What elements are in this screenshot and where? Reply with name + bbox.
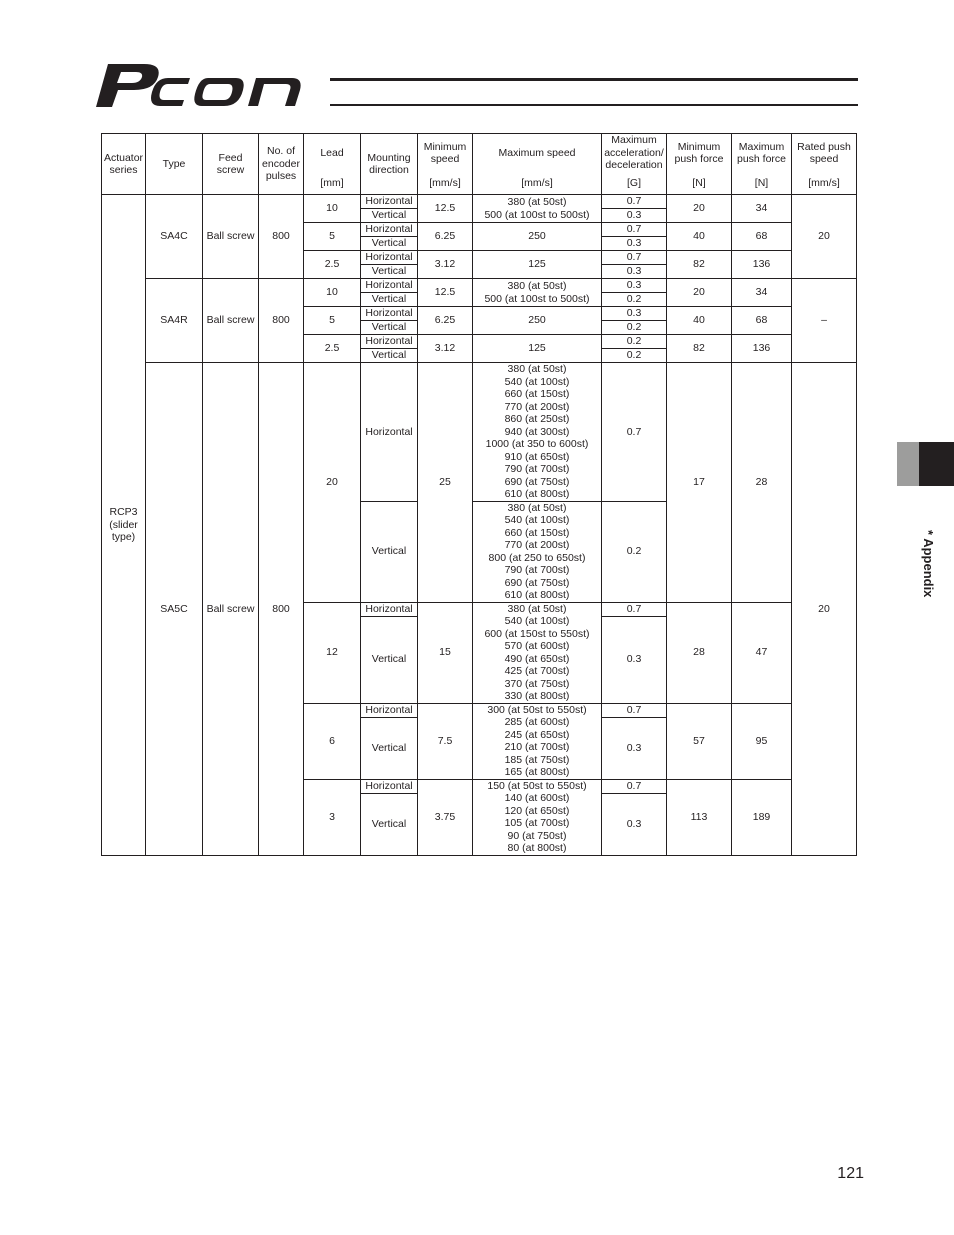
header-encoder-pulses: No. of encoder pulses bbox=[259, 134, 304, 195]
mounting-cell: Horizontal bbox=[361, 307, 418, 321]
max-push-cell: 95 bbox=[732, 703, 792, 779]
min-speed-cell: 6.25 bbox=[418, 223, 473, 251]
header-feed-screw: Feed screw bbox=[203, 134, 259, 195]
feed-screw-cell: Ball screw bbox=[203, 279, 259, 363]
mounting-cell: Vertical bbox=[361, 501, 418, 602]
max-speed-cell: 150 (at 50st to 550st) 140 (at 600st) 120 (at 650st) 105 (at 700st) 90 (at 750st) 80 (at 800st) bbox=[473, 779, 602, 855]
header-min-push-force: Minimum push force bbox=[667, 134, 732, 173]
accel-cell: 0.7 bbox=[602, 195, 667, 209]
accel-cell: 0.2 bbox=[602, 349, 667, 363]
max-speed-cell: 300 (at 50st to 550st) 285 (at 600st) 245 (at 650st) 210 (at 700st) 185 (at 750st) 165 (at 800st) bbox=[473, 703, 602, 779]
max-push-cell: 28 bbox=[732, 363, 792, 603]
lead-cell: 10 bbox=[304, 195, 361, 223]
mounting-cell: Vertical bbox=[361, 237, 418, 251]
mounting-cell: Horizontal bbox=[361, 251, 418, 265]
mounting-cell: Vertical bbox=[361, 293, 418, 307]
accel-cell: 0.7 bbox=[602, 779, 667, 793]
unit-max-push: [N] bbox=[732, 172, 792, 195]
table-row bbox=[102, 195, 857, 209]
min-push-cell: 57 bbox=[667, 703, 732, 779]
header-mounting-direction: Mounting direction bbox=[361, 134, 418, 195]
table-row bbox=[102, 279, 857, 293]
mounting-cell: Vertical bbox=[361, 717, 418, 779]
encoder-cell: 800 bbox=[259, 279, 304, 363]
max-speed-cell: 250 bbox=[473, 223, 602, 251]
lead-cell: 2.5 bbox=[304, 335, 361, 363]
mounting-cell: Horizontal bbox=[361, 779, 418, 793]
accel-cell: 0.3 bbox=[602, 279, 667, 293]
mounting-cell: Horizontal bbox=[361, 335, 418, 349]
accel-cell: 0.2 bbox=[602, 293, 667, 307]
appendix-side-label: * Appendix bbox=[921, 530, 936, 598]
specification-table bbox=[101, 133, 857, 856]
header-max-accel: Maximum acceleration/ deceleration bbox=[602, 134, 667, 173]
accel-cell: 0.7 bbox=[602, 251, 667, 265]
rated-push-cell: 20 bbox=[792, 195, 857, 279]
header-max-speed: Maximum speed bbox=[473, 134, 602, 173]
accel-cell: 0.3 bbox=[602, 793, 667, 855]
min-push-cell: 20 bbox=[667, 195, 732, 223]
min-push-cell: 40 bbox=[667, 223, 732, 251]
max-speed-cell: 380 (at 50st) 540 (at 100st) 660 (at 150st) 770 (at 200st) 800 (at 250 to 650st) 790 (at 700st) 690 (at 750st) 610 (at 800st) bbox=[473, 501, 602, 602]
pcon-logo bbox=[96, 62, 328, 110]
max-push-cell: 68 bbox=[732, 223, 792, 251]
accel-cell: 0.7 bbox=[602, 223, 667, 237]
mounting-cell: Vertical bbox=[361, 349, 418, 363]
lead-cell: 5 bbox=[304, 223, 361, 251]
lead-cell: 2.5 bbox=[304, 251, 361, 279]
header-actuator-series: Actuator series bbox=[102, 134, 146, 195]
min-speed-cell: 12.5 bbox=[418, 279, 473, 307]
min-push-cell: 82 bbox=[667, 335, 732, 363]
header-rule-bottom bbox=[330, 104, 858, 106]
rated-push-cell: – bbox=[792, 279, 857, 363]
header-max-push-force: Maximum push force bbox=[732, 134, 792, 173]
mounting-cell: Vertical bbox=[361, 793, 418, 855]
header-row bbox=[102, 134, 857, 173]
type-cell: SA4C bbox=[146, 195, 203, 279]
mounting-cell: Horizontal bbox=[361, 703, 418, 717]
max-push-cell: 189 bbox=[732, 779, 792, 855]
mounting-cell: Horizontal bbox=[361, 195, 418, 209]
min-speed-cell: 7.5 bbox=[418, 703, 473, 779]
unit-accel: [G] bbox=[602, 172, 667, 195]
lead-cell: 5 bbox=[304, 307, 361, 335]
accel-cell: 0.3 bbox=[602, 209, 667, 223]
type-cell: SA4R bbox=[146, 279, 203, 363]
min-speed-cell: 25 bbox=[418, 363, 473, 603]
max-push-cell: 136 bbox=[732, 335, 792, 363]
unit-rated-push: [mm/s] bbox=[792, 172, 857, 195]
feed-screw-cell: Ball screw bbox=[203, 363, 259, 856]
min-push-cell: 82 bbox=[667, 251, 732, 279]
lead-cell: 12 bbox=[304, 602, 361, 703]
max-speed-cell: 380 (at 50st) 500 (at 100st to 500st) bbox=[473, 195, 602, 223]
lead-cell: 20 bbox=[304, 363, 361, 603]
type-cell: SA5C bbox=[146, 363, 203, 856]
accel-cell: 0.3 bbox=[602, 616, 667, 703]
max-push-cell: 68 bbox=[732, 307, 792, 335]
min-speed-cell: 3.12 bbox=[418, 335, 473, 363]
header-lead: Lead bbox=[304, 134, 361, 173]
accel-cell: 0.3 bbox=[602, 237, 667, 251]
max-speed-cell: 380 (at 50st) 540 (at 100st) 660 (at 150st) 770 (at 200st) 860 (at 250st) 940 (at 300st) 1000 (at 350 to 600st) 910 (at 650st) 790 (at 700st) 690 (at 750st) 610 (at 800st) bbox=[473, 363, 602, 502]
max-push-cell: 136 bbox=[732, 251, 792, 279]
encoder-cell: 800 bbox=[259, 195, 304, 279]
max-push-cell: 34 bbox=[732, 279, 792, 307]
accel-cell: 0.2 bbox=[602, 335, 667, 349]
header-rated-push-speed: Rated push speed bbox=[792, 134, 857, 173]
mounting-cell: Horizontal bbox=[361, 602, 418, 616]
accel-cell: 0.2 bbox=[602, 501, 667, 602]
max-push-cell: 34 bbox=[732, 195, 792, 223]
rated-push-cell: 20 bbox=[792, 363, 857, 856]
mounting-cell: Horizontal bbox=[361, 223, 418, 237]
min-push-cell: 28 bbox=[667, 602, 732, 703]
max-speed-cell: 380 (at 50st) 540 (at 100st) 600 (at 150st to 550st) 570 (at 600st) 490 (at 650st) 425 (at 700st) 370 (at 750st) 330 (at 800st) bbox=[473, 602, 602, 703]
accel-cell: 0.3 bbox=[602, 717, 667, 779]
min-speed-cell: 3.12 bbox=[418, 251, 473, 279]
unit-max-speed: [mm/s] bbox=[473, 172, 602, 195]
unit-min-push: [N] bbox=[667, 172, 732, 195]
min-push-cell: 113 bbox=[667, 779, 732, 855]
mounting-cell: Horizontal bbox=[361, 363, 418, 502]
max-speed-cell: 125 bbox=[473, 335, 602, 363]
accel-cell: 0.7 bbox=[602, 703, 667, 717]
header-rule-top bbox=[330, 78, 858, 81]
accel-cell: 0.7 bbox=[602, 363, 667, 502]
encoder-cell: 800 bbox=[259, 363, 304, 856]
header-min-speed: Minimum speed bbox=[418, 134, 473, 173]
page-number: 121 bbox=[837, 1165, 864, 1182]
mounting-cell: Vertical bbox=[361, 321, 418, 335]
max-speed-cell: 125 bbox=[473, 251, 602, 279]
min-speed-cell: 12.5 bbox=[418, 195, 473, 223]
section-tab-dark bbox=[919, 442, 954, 486]
accel-cell: 0.2 bbox=[602, 321, 667, 335]
min-speed-cell: 15 bbox=[418, 602, 473, 703]
feed-screw-cell: Ball screw bbox=[203, 195, 259, 279]
max-speed-cell: 250 bbox=[473, 307, 602, 335]
min-push-cell: 20 bbox=[667, 279, 732, 307]
mounting-cell: Vertical bbox=[361, 616, 418, 703]
max-speed-cell: 380 (at 50st) 500 (at 100st to 500st) bbox=[473, 279, 602, 307]
accel-cell: 0.3 bbox=[602, 265, 667, 279]
mounting-cell: Vertical bbox=[361, 265, 418, 279]
lead-cell: 3 bbox=[304, 779, 361, 855]
lead-cell: 6 bbox=[304, 703, 361, 779]
unit-lead: [mm] bbox=[304, 172, 361, 195]
mounting-cell: Vertical bbox=[361, 209, 418, 223]
min-speed-cell: 3.75 bbox=[418, 779, 473, 855]
min-push-cell: 40 bbox=[667, 307, 732, 335]
unit-min-speed: [mm/s] bbox=[418, 172, 473, 195]
accel-cell: 0.3 bbox=[602, 307, 667, 321]
min-push-cell: 17 bbox=[667, 363, 732, 603]
section-tab-light bbox=[897, 442, 919, 486]
mounting-cell: Horizontal bbox=[361, 279, 418, 293]
max-push-cell: 47 bbox=[732, 602, 792, 703]
lead-cell: 10 bbox=[304, 279, 361, 307]
actuator-series-cell: RCP3 (slider type) bbox=[102, 195, 146, 856]
accel-cell: 0.7 bbox=[602, 602, 667, 616]
header-type: Type bbox=[146, 134, 203, 195]
min-speed-cell: 6.25 bbox=[418, 307, 473, 335]
